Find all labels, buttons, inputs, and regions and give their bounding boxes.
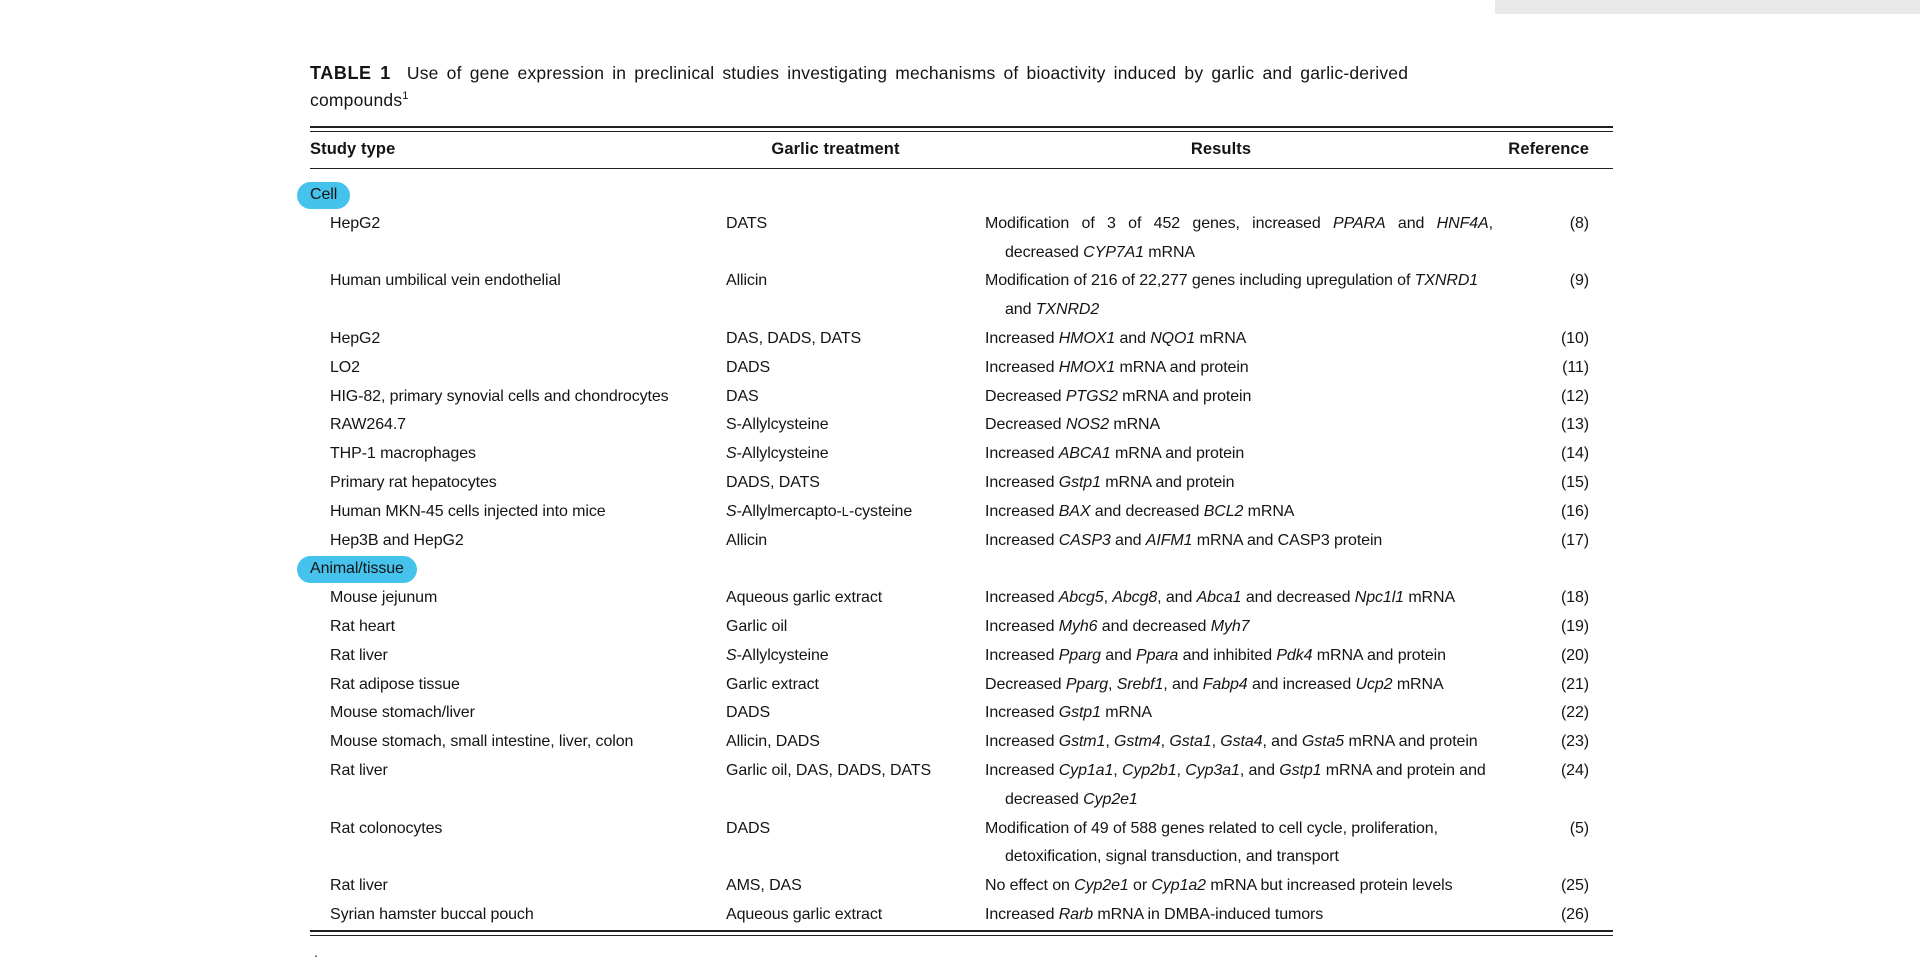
table-header-row (310, 132, 1613, 168)
section-row (310, 555, 1613, 584)
garlic-treatment-cell: Aqueous garlic extract (726, 905, 883, 923)
results-line: Modification of 3 of 452 genes, increased PPARA and HNF4A, (985, 214, 1493, 232)
reference-cell: (8) (1569, 214, 1589, 232)
table-row (310, 584, 1613, 613)
table-row (310, 613, 1613, 642)
reference-cell: (17) (1560, 531, 1589, 549)
reference-cell: (9) (1569, 272, 1589, 290)
garlic-treatment-cell: Garlic oil (726, 617, 788, 635)
garlic-treatment-cell: DAS, DADS, DATS (726, 329, 862, 347)
study-type-cell: Rat liver (330, 761, 388, 779)
results-line: No effect on Cyp2e1 or Cyp1a2 mRNA but increased protein levels (985, 877, 1453, 895)
study-type-cell: HepG2 (330, 329, 381, 347)
results-cell (985, 527, 1497, 556)
reference-cell: (12) (1560, 387, 1589, 405)
study-type-cell: Syrian hamster buccal pouch (330, 905, 534, 923)
garlic-treatment-cell: DADS (726, 704, 771, 722)
results-line: Increased Cyp1a1, Cyp2b1, Cyp3a1, and Gstp1 mRNA and protein and (985, 761, 1486, 779)
garlic-treatment-cell: Aqueous garlic extract (726, 589, 883, 607)
garlic-treatment-cell: Allicin (726, 531, 768, 549)
study-type-cell: LO2 (330, 358, 360, 376)
results-line: Modification of 216 of 22,277 genes including upregulation of TXNRD1 (985, 272, 1479, 290)
results-line: Increased Gstp1 mRNA (985, 704, 1152, 722)
table-bottom-rule (310, 930, 1613, 936)
table-caption-line1: Use of gene expression in preclinical studies investigating mechanisms of bioactivity induced by garlic and garlic-derived (406, 63, 1409, 83)
study-type-cell: Hep3B and HepG2 (330, 531, 464, 549)
section-highlight: Animal/tissue (297, 556, 417, 583)
table-row (310, 699, 1613, 728)
article-table-region (310, 60, 1613, 959)
table-row (310, 383, 1613, 412)
study-type-cell: Human umbilical vein endothelial (330, 272, 561, 290)
results-cell (985, 671, 1497, 700)
table-row (310, 642, 1613, 671)
window-top-bar (1495, 0, 1920, 14)
results-cell (985, 757, 1497, 815)
results-cell (985, 354, 1497, 383)
results-line: Increased Pparg and Ppara and inhibited Pdk4 mRNA and protein (985, 646, 1446, 664)
table-label: TABLE 1 (310, 63, 391, 83)
reference-cell: (19) (1560, 617, 1589, 635)
table-row (310, 728, 1613, 757)
column-header-results: Results (1190, 140, 1252, 158)
section-highlight: Cell (297, 182, 350, 209)
table-row (310, 440, 1613, 469)
garlic-treatment-cell: Garlic oil, DAS, DADS, DATS (726, 761, 932, 779)
reference-cell: (22) (1560, 704, 1589, 722)
garlic-treatment-cell: DADS, DATS (726, 473, 820, 491)
study-type-cell: Rat liver (330, 646, 388, 664)
table-body (310, 169, 1613, 930)
results-line: Decreased PTGS2 mRNA and protein (985, 387, 1252, 405)
column-header-reference: Reference (1508, 140, 1589, 158)
reference-cell: (21) (1560, 675, 1589, 693)
table-row (310, 354, 1613, 383)
results-cell (985, 267, 1497, 325)
reference-cell: (5) (1569, 819, 1589, 837)
table-row (310, 469, 1613, 498)
results-line: Increased Rarb mRNA in DMBA-induced tumors (985, 905, 1324, 923)
results-cell (985, 210, 1497, 268)
table-row (310, 325, 1613, 354)
reference-cell: (16) (1560, 502, 1589, 520)
garlic-treatment-cell: S-Allylmercapto-L-cysteine (726, 502, 913, 520)
results-line: Decreased Pparg, Srebf1, and Fabp4 and increased Ucp2 mRNA (985, 675, 1444, 693)
reference-cell: (11) (1562, 358, 1589, 376)
table-row (310, 210, 1613, 268)
results-line: decreased CYP7A1 mRNA (1005, 243, 1196, 261)
study-type-cell: HepG2 (330, 214, 381, 232)
table-row (310, 872, 1613, 901)
results-line: Increased ABCA1 mRNA and protein (985, 445, 1245, 463)
results-line: and TXNRD2 (1005, 301, 1100, 319)
results-cell (985, 642, 1497, 671)
results-line: Increased BAX and decreased BCL2 mRNA (985, 502, 1295, 520)
reference-cell: (18) (1560, 589, 1589, 607)
garlic-treatment-cell: Allicin, DADS (726, 733, 820, 751)
reference-cell: (25) (1560, 877, 1589, 895)
study-type-cell: Mouse jejunum (330, 589, 438, 607)
study-type-cell: Mouse stomach/liver (330, 704, 475, 722)
reference-cell: (15) (1560, 473, 1589, 491)
section-row (310, 181, 1613, 210)
results-cell (985, 872, 1497, 901)
results-line: Increased Gstp1 mRNA and protein (985, 473, 1235, 491)
reference-cell: (26) (1560, 905, 1589, 923)
results-line: detoxification, signal transduction, and transport (1005, 848, 1339, 866)
table-row (310, 527, 1613, 556)
reference-cell: (20) (1560, 646, 1589, 664)
results-line: Increased Abcg5, Abcg8, and Abca1 and decreased Npc1l1 mRNA (985, 589, 1456, 607)
table-row (310, 671, 1613, 700)
study-type-cell: Human MKN-45 cells injected into mice (330, 502, 606, 520)
garlic-treatment-cell: Garlic extract (726, 675, 819, 693)
garlic-treatment-cell: DADS (726, 819, 771, 837)
results-line: Increased CASP3 and AIFM1 mRNA and CASP3 protein (985, 531, 1383, 549)
results-cell (985, 440, 1497, 469)
results-cell (985, 699, 1497, 728)
reference-cell: (10) (1560, 329, 1589, 347)
table-row (310, 498, 1613, 527)
table-row (310, 411, 1613, 440)
garlic-treatment-cell: S-Allylcysteine (726, 646, 829, 664)
results-line: Increased Gstm1, Gstm4, Gsta1, Gsta4, and Gsta5 mRNA and protein (985, 733, 1478, 751)
garlic-treatment-cell: Allicin (726, 272, 768, 290)
results-cell (985, 613, 1497, 642)
results-line: Increased HMOX1 mRNA and protein (985, 358, 1249, 376)
reference-cell: (23) (1560, 733, 1589, 751)
garlic-treatment-cell: AMS, DAS (726, 877, 802, 895)
garlic-treatment-cell: DAS (726, 387, 759, 405)
column-header-garlic-treatment: Garlic treatment (771, 140, 900, 158)
garlic-treatment-cell: S-Allylcysteine (726, 416, 829, 434)
results-cell (985, 498, 1497, 527)
reference-cell: (14) (1560, 445, 1589, 463)
column-header-study-type: Study type (310, 140, 396, 158)
results-cell (985, 728, 1497, 757)
study-type-cell: Primary rat hepatocytes (330, 473, 497, 491)
results-line: Decreased NOS2 mRNA (985, 416, 1161, 434)
results-cell (985, 411, 1497, 440)
study-type-cell: Rat heart (330, 617, 395, 635)
study-type-cell: HIG-82, primary synovial cells and chondrocytes (330, 387, 669, 405)
table-row (310, 901, 1613, 930)
study-type-cell: Mouse stomach, small intestine, liver, colon (330, 733, 634, 751)
results-cell (985, 815, 1497, 873)
study-type-cell: Rat liver (330, 877, 388, 895)
reference-cell: (24) (1560, 761, 1589, 779)
table-row (310, 815, 1613, 873)
results-line: Modification of 49 of 588 genes related to cell cycle, proliferation, (985, 819, 1438, 837)
study-type-cell: Rat adipose tissue (330, 675, 460, 693)
table-caption-line2: compounds (310, 90, 403, 110)
results-cell (985, 469, 1497, 498)
caption-footnote-mark: 1 (402, 90, 409, 103)
results-line: Increased Myh6 and decreased Myh7 (985, 617, 1250, 635)
results-cell (985, 584, 1497, 613)
results-cell (985, 325, 1497, 354)
results-cell (985, 383, 1497, 412)
garlic-treatment-cell: S-Allylcysteine (726, 445, 829, 463)
results-cell (985, 901, 1497, 930)
reference-cell: (13) (1560, 416, 1589, 434)
table-row (310, 757, 1613, 815)
footnote-fragment: . (314, 943, 318, 960)
results-line: Increased HMOX1 and NQO1 mRNA (985, 329, 1247, 347)
results-line: decreased Cyp2e1 (1005, 790, 1138, 808)
study-type-cell: THP-1 macrophages (330, 445, 476, 463)
garlic-treatment-cell: DATS (726, 214, 768, 232)
study-type-cell: RAW264.7 (330, 416, 406, 434)
table-caption (310, 60, 1613, 114)
garlic-treatment-cell: DADS (726, 358, 771, 376)
study-type-cell: Rat colonocytes (330, 819, 443, 837)
table-row (310, 267, 1613, 325)
